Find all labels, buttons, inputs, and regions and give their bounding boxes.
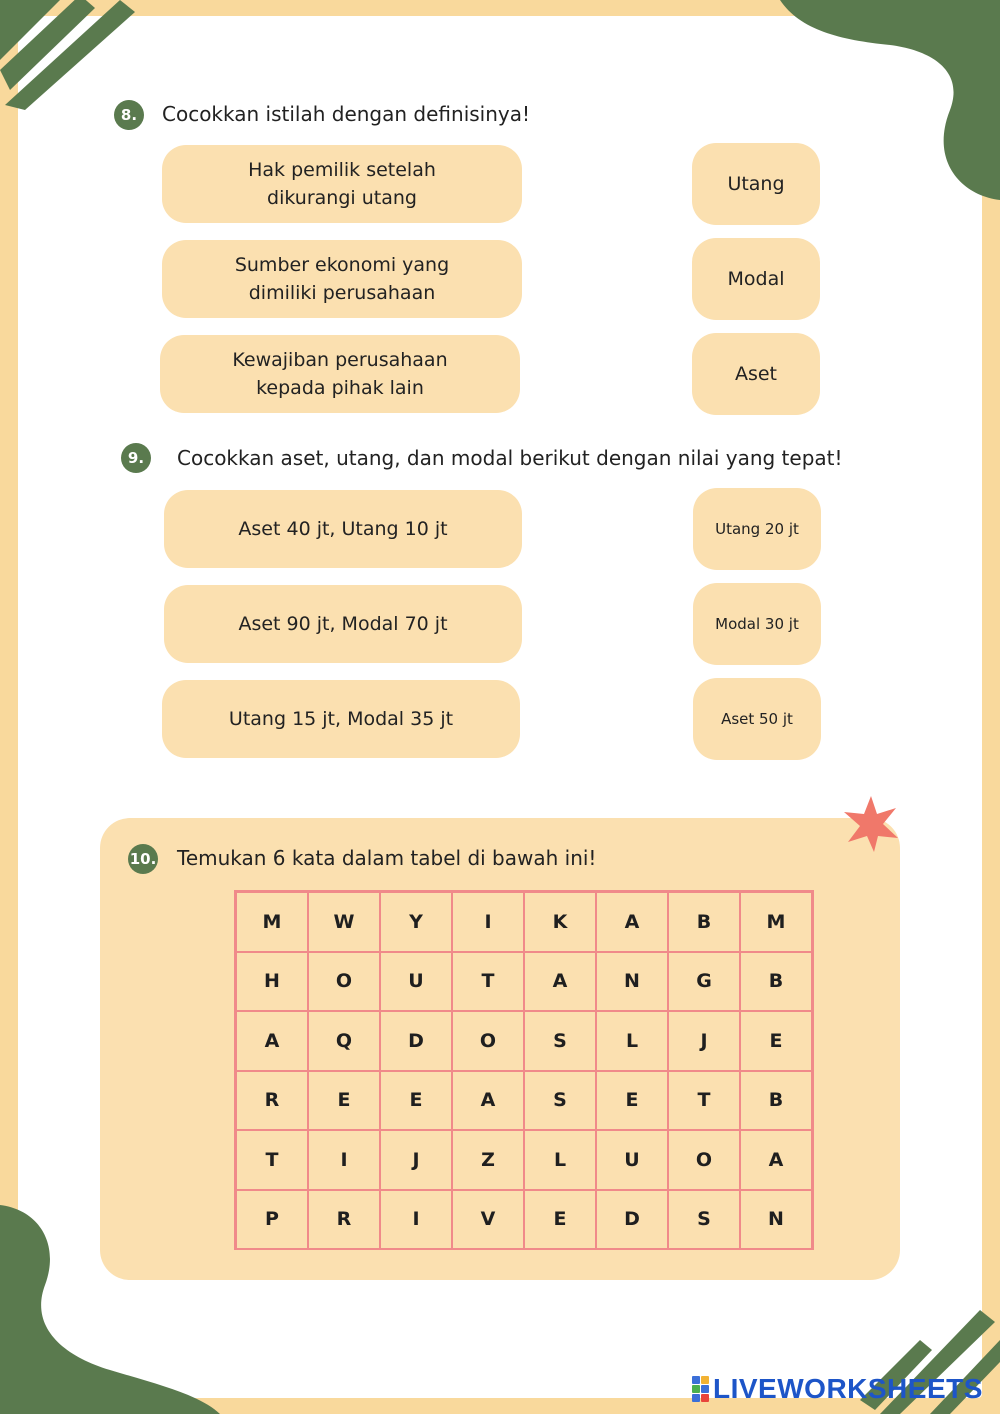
word-search-cell[interactable]: Z (452, 1130, 524, 1190)
word-search-cell[interactable]: B (668, 892, 740, 952)
word-search-cell[interactable]: U (596, 1130, 668, 1190)
liveworksheets-logo (692, 1374, 983, 1404)
word-search-cell[interactable]: M (740, 892, 812, 952)
word-search-cell[interactable]: Q (308, 1011, 380, 1071)
word-search-cell[interactable]: O (308, 952, 380, 1012)
word-search-cell[interactable]: A (524, 952, 596, 1012)
word-search-cell[interactable]: D (596, 1190, 668, 1250)
word-search-cell[interactable]: E (596, 1071, 668, 1131)
word-search-cell[interactable]: O (452, 1011, 524, 1071)
word-search-cell[interactable]: E (524, 1190, 596, 1250)
q9-right-item-2[interactable]: Modal 30 jt (693, 583, 821, 665)
word-search-cell[interactable]: S (668, 1190, 740, 1250)
word-search-cell[interactable]: Y (380, 892, 452, 952)
word-search-cell[interactable]: A (740, 1130, 812, 1190)
word-search-cell[interactable]: J (380, 1130, 452, 1190)
word-search-cell[interactable]: R (236, 1071, 308, 1131)
word-search-cell[interactable]: U (380, 952, 452, 1012)
q9-left-item-2[interactable]: Aset 90 jt, Modal 70 jt (164, 585, 522, 663)
word-search-cell[interactable]: L (524, 1130, 596, 1190)
q8-term-3[interactable]: Aset (692, 333, 820, 415)
q9-right-item-1[interactable]: Utang 20 jt (693, 488, 821, 570)
word-search-cell[interactable]: N (596, 952, 668, 1012)
word-search-cell[interactable]: W (308, 892, 380, 952)
word-search-cell[interactable]: I (452, 892, 524, 952)
word-search-cell[interactable]: R (308, 1190, 380, 1250)
question-8-number-badge: 8. (114, 100, 144, 130)
word-search-cell[interactable]: N (740, 1190, 812, 1250)
word-search-cell[interactable]: S (524, 1071, 596, 1131)
word-search-cell[interactable]: T (236, 1130, 308, 1190)
word-search-cell[interactable]: A (452, 1071, 524, 1131)
question-10-number-badge: 10. (128, 844, 158, 874)
question-10-prompt: Temukan 6 kata dalam tabel di bawah ini! (177, 846, 597, 870)
word-search-cell[interactable]: O (668, 1130, 740, 1190)
liveworksheets-logo-text: LIVEWORKSHEETS (713, 1373, 983, 1404)
word-search-cell[interactable]: A (236, 1011, 308, 1071)
word-search-cell[interactable]: J (668, 1011, 740, 1071)
word-search-cell[interactable]: E (740, 1011, 812, 1071)
q9-left-item-3[interactable]: Utang 15 jt, Modal 35 jt (162, 680, 520, 758)
question-8-prompt: Cocokkan istilah dengan definisinya! (162, 102, 531, 126)
word-search-cell[interactable]: A (596, 892, 668, 952)
word-search-cell[interactable]: B (740, 1071, 812, 1131)
word-search-grid (234, 890, 814, 1250)
q9-right-item-3[interactable]: Aset 50 jt (693, 678, 821, 760)
word-search-cell[interactable]: P (236, 1190, 308, 1250)
question-9-prompt: Cocokkan aset, utang, dan modal berikut dengan nilai yang tepat! (177, 446, 843, 470)
word-search-cell[interactable]: E (380, 1071, 452, 1131)
q8-term-2[interactable]: Modal (692, 238, 820, 320)
word-search-cell[interactable]: D (380, 1011, 452, 1071)
word-search-cell[interactable]: G (668, 952, 740, 1012)
word-search-cell[interactable]: T (668, 1071, 740, 1131)
q8-definition-3[interactable]: Kewajiban perusahaan kepada pihak lain (160, 335, 520, 413)
word-search-cell[interactable]: I (308, 1130, 380, 1190)
word-search-cell[interactable]: H (236, 952, 308, 1012)
word-search-cell[interactable]: T (452, 952, 524, 1012)
star-decoration (842, 794, 900, 854)
word-search-cell[interactable]: V (452, 1190, 524, 1250)
q8-term-1[interactable]: Utang (692, 143, 820, 225)
question-9-number-badge: 9. (121, 443, 151, 473)
word-search-cell[interactable]: M (236, 892, 308, 952)
top-left-leaves-decoration (0, 0, 140, 110)
word-search-cell[interactable]: I (380, 1190, 452, 1250)
word-search-cell[interactable]: S (524, 1011, 596, 1071)
word-search-cell[interactable]: B (740, 952, 812, 1012)
q8-definition-2[interactable]: Sumber ekonomi yang dimiliki perusahaan (162, 240, 522, 318)
liveworksheets-logo-icon (692, 1376, 709, 1402)
word-search-cell[interactable]: K (524, 892, 596, 952)
word-search-cell[interactable]: L (596, 1011, 668, 1071)
q8-definition-1[interactable]: Hak pemilik setelah dikurangi utang (162, 145, 522, 223)
q9-left-item-1[interactable]: Aset 40 jt, Utang 10 jt (164, 490, 522, 568)
word-search-cell[interactable]: E (308, 1071, 380, 1131)
